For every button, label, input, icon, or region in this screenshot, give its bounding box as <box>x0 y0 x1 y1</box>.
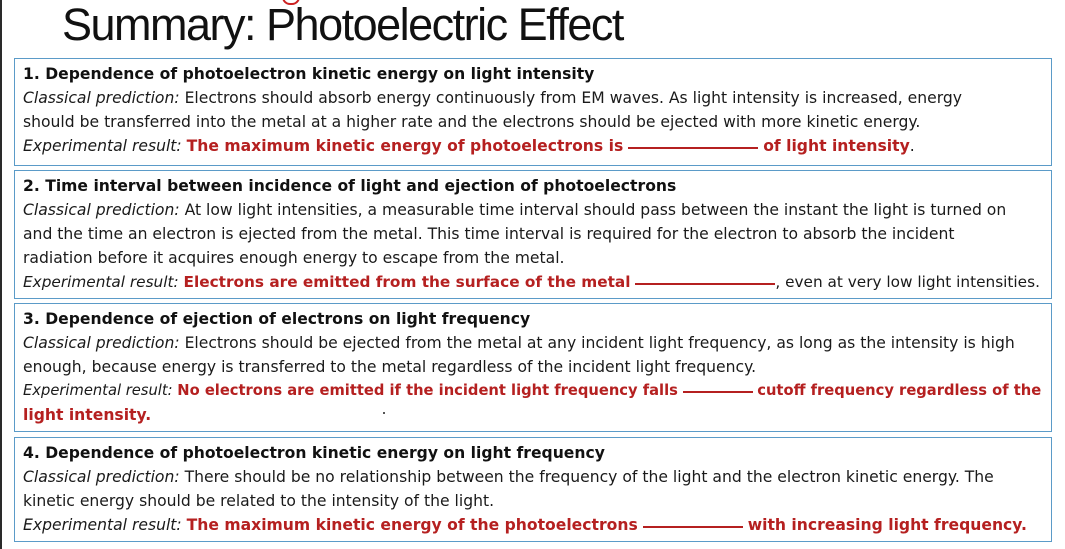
result-tail: . <box>909 137 915 155</box>
classical-line <box>23 86 1043 110</box>
classical-label: Classical prediction: <box>23 201 180 219</box>
result-tail: , even at very low light intensities. <box>775 273 1040 291</box>
result-text: with increasing light frequency. <box>747 516 1027 534</box>
section-1 <box>14 58 1052 166</box>
classical-line: enough, because energy is transferred to the metal regardless of the incident light frequency. <box>23 358 757 376</box>
classical-label: Classical prediction: <box>23 468 180 486</box>
classical-text: At low light intensities, a measurable time interval should pass between the instant the light is turned on <box>184 201 1007 219</box>
fill-in-blank <box>628 145 758 149</box>
fill-in-blank <box>643 524 743 528</box>
classical-line <box>23 331 1043 355</box>
result-text: cutoff frequency regardless of the <box>757 382 1042 399</box>
experimental-label: Experimental result: <box>23 137 182 155</box>
classical-line: radiation before it acquires enough energy to escape from the metal. <box>23 249 565 267</box>
classical-text: Electrons should be ejected from the metal at any incident light frequency, as long as the intensity is high <box>184 334 1015 352</box>
result-line-continued: light intensity. <box>23 406 152 424</box>
fill-in-blank <box>635 281 775 285</box>
experimental-label: Experimental result: <box>23 273 179 291</box>
classical-line: should be transferred into the metal at a higher rate and the electrons should be ejected with more kinetic energy. <box>23 113 921 131</box>
result-line <box>23 513 1043 537</box>
fill-in-blank <box>683 389 753 393</box>
section-heading: 4. Dependence of photoelectron kinetic energy on light frequency <box>23 444 605 462</box>
result-line <box>23 379 1043 403</box>
result-text: The maximum kinetic energy of photoelectrons is <box>186 137 624 155</box>
result-text: No electrons are emitted if the incident light frequency falls <box>177 382 678 399</box>
stray-dot <box>383 412 385 414</box>
section-heading: 1. Dependence of photoelectron kinetic energy on light intensity <box>23 65 595 83</box>
classical-line: kinetic energy should be related to the intensity of the light. <box>23 492 495 510</box>
section-heading: 3. Dependence of ejection of electrons on light frequency <box>23 310 531 328</box>
experimental-label: Experimental result: <box>23 516 182 534</box>
result-text: Electrons are emitted from the surface of the metal <box>183 273 631 291</box>
slide-title: Summary: Photoelectric Effect <box>62 0 623 50</box>
classical-label: Classical prediction: <box>23 89 180 107</box>
section-3 <box>14 303 1052 432</box>
classical-text: There should be no relationship between the frequency of the light and the electron kinetic energy. The <box>184 468 994 486</box>
result-text: The maximum kinetic energy of the photoelectrons <box>186 516 638 534</box>
classical-line <box>23 198 1043 222</box>
classical-text: Electrons should absorb energy continuously from EM waves. As light intensity is increased, energy <box>184 89 962 107</box>
experimental-label: Experimental result: <box>23 382 173 399</box>
section-2 <box>14 170 1052 299</box>
classical-label: Classical prediction: <box>23 334 180 352</box>
result-text: of light intensity <box>763 137 910 155</box>
left-edge-line <box>0 0 2 549</box>
classical-line <box>23 465 1043 489</box>
result-line <box>23 270 1043 294</box>
section-4 <box>14 437 1052 542</box>
classical-line: and the time an electron is ejected from the metal. This time interval is required for the electron to absorb the incident <box>23 225 955 243</box>
result-line <box>23 134 1043 158</box>
section-heading: 2. Time interval between incidence of light and ejection of photoelectrons <box>23 177 677 195</box>
